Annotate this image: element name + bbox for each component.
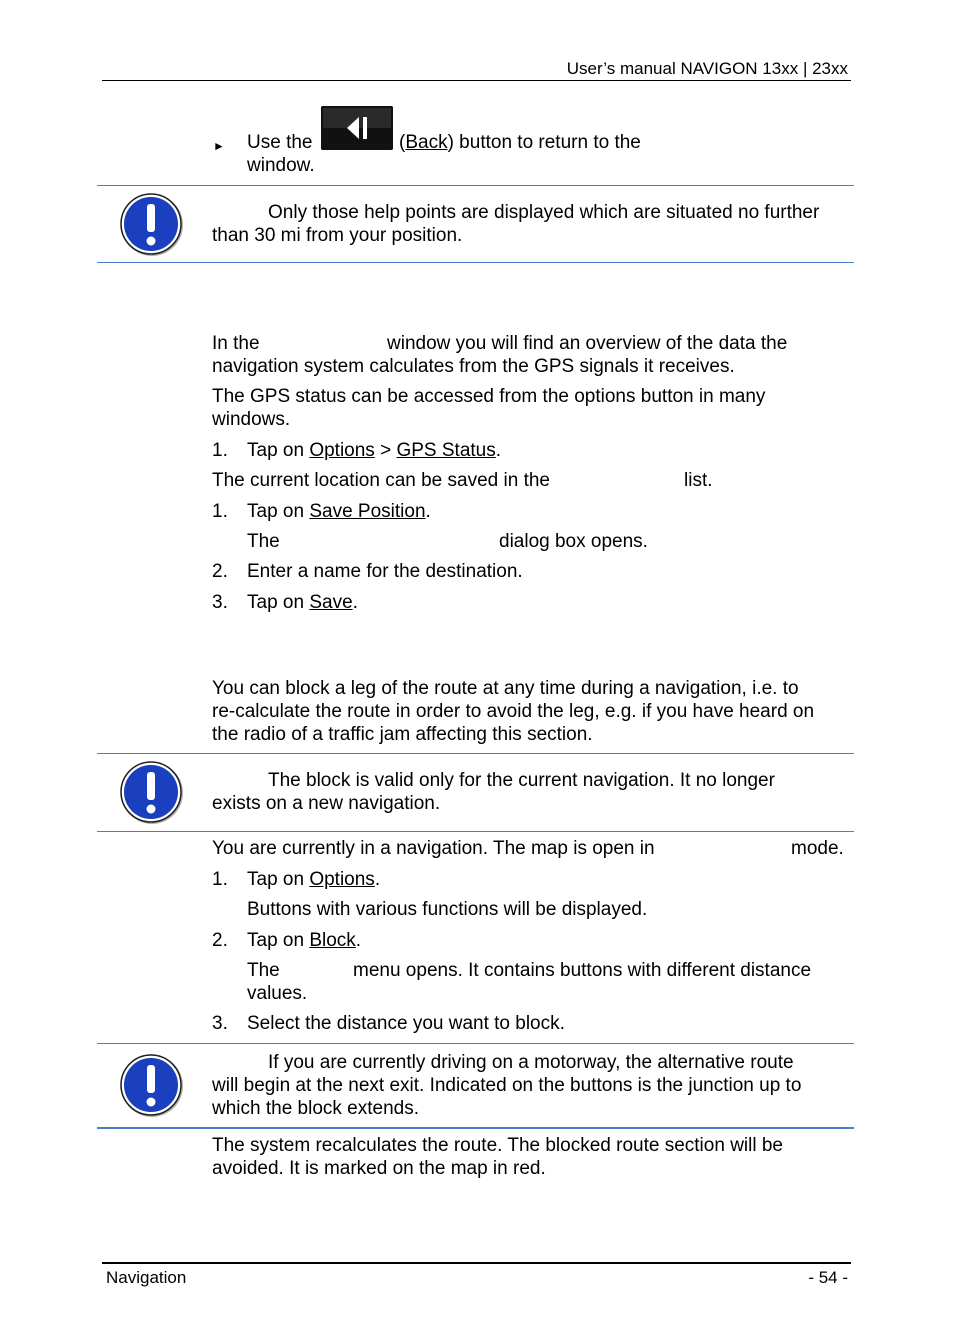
step-text: Tap on: [247, 930, 305, 951]
step-number: 3.: [212, 592, 228, 613]
step-text: Tap on: [247, 501, 305, 522]
block-note-line1: The block is valid only for the current navigation. It no longer: [268, 770, 775, 791]
back-step-post: ) button to return to the: [447, 132, 641, 153]
step-end: .: [374, 869, 381, 890]
step-number: 2.: [212, 930, 228, 951]
step-end: .: [352, 592, 358, 613]
exclamation-icon: [119, 760, 185, 826]
note2-bottom-rule: [97, 831, 854, 832]
save-intro-a: The current location can be saved in the: [212, 470, 550, 491]
block-condition-a: You are currently in a navigation. The map is open in: [212, 838, 655, 859]
note1-line1: Only those help points are displayed which are situated no further: [268, 202, 820, 223]
options-link[interactable]: Options: [309, 869, 375, 890]
step-text: Tap on: [247, 592, 305, 613]
save-step3: [247, 591, 358, 614]
step-end: .: [425, 501, 431, 522]
block-step2: [247, 929, 361, 952]
step-number: 1.: [212, 869, 228, 890]
gps-p1-a: In the: [212, 333, 260, 354]
step-end: .: [495, 440, 502, 461]
save-step1-result-a: The: [247, 531, 280, 552]
step-number: 3.: [212, 1013, 228, 1034]
menu-separator: >: [380, 440, 392, 461]
save-link[interactable]: Save: [309, 592, 353, 613]
save-step1: [247, 500, 431, 523]
motorway-note-line2: will begin at the next exit. Indicated on the buttons is the junction up to: [212, 1075, 802, 1096]
block-intro-line3: the radio of a traffic jam affecting this section.: [212, 724, 593, 745]
block-step2-result-b: menu opens. It contains buttons with different distance: [353, 960, 812, 981]
footer-section: Navigation: [106, 1268, 187, 1287]
step-number: 1.: [212, 501, 228, 522]
save-step2: Enter a name for the destination.: [247, 561, 523, 582]
block-step2-result-a: The: [247, 960, 280, 981]
block-result-line1: The system recalculates the route. The blocked route section will be: [212, 1135, 783, 1156]
note1-line2: than 30 mi from your position.: [212, 225, 463, 246]
options-link[interactable]: Options: [309, 440, 375, 461]
block-step2-result-line2: values.: [247, 983, 308, 1004]
block-link[interactable]: Block: [309, 930, 356, 951]
block-result-line2: avoided. It is marked on the map in red.: [212, 1158, 546, 1179]
header-title: User’s manual NAVIGON 13xx | 23xx: [566, 59, 848, 78]
footer-rule: [102, 1262, 851, 1264]
block-intro-line2: re-calculate the route in order to avoid the leg, e.g. if you have heard on: [212, 701, 815, 722]
block-note-line2: exists on a new navigation.: [212, 793, 441, 814]
back-step-pre: Use the: [247, 132, 313, 153]
block-step1-result: Buttons with various functions will be displayed.: [247, 899, 648, 920]
block-intro-line1: You can block a leg of the route at any time during a navigation, i.e. to: [212, 678, 799, 699]
gps-p1-line2: navigation system calculates from the GPS signals it receives.: [212, 356, 735, 377]
back-step-line2: window.: [247, 155, 315, 176]
gps-p2-line1: The GPS status can be accessed from the options button in many: [212, 386, 766, 407]
header-rule: [102, 80, 851, 81]
step-number: 1.: [212, 440, 228, 461]
gps-p1-b: window you will find an overview of the data the: [387, 333, 788, 354]
save-intro-b: list.: [684, 470, 713, 491]
page-number: - 54 -: [808, 1268, 848, 1287]
back-step-text: (Back) button to return to the: [399, 132, 641, 153]
exclamation-icon: [119, 1053, 185, 1119]
motorway-note-line3: which the block extends.: [212, 1098, 420, 1119]
note3-top-rule: [97, 1043, 854, 1044]
note3-bottom-rule: [97, 1127, 854, 1129]
gps-step1: [247, 439, 501, 462]
motorway-note-line1: If you are currently driving on a motorway, the alternative route: [268, 1052, 794, 1073]
bullet-arrow: ►: [213, 139, 225, 153]
block-step3: Select the distance you want to block.: [247, 1013, 565, 1034]
step-number: 2.: [212, 561, 228, 582]
note1-top-rule: [97, 185, 854, 186]
note2-top-rule: [97, 753, 854, 754]
note1-bottom-rule: [97, 262, 854, 263]
block-condition-b: mode.: [791, 838, 844, 859]
gps-p2-line2: windows.: [212, 409, 291, 430]
step-text: Tap on: [247, 869, 305, 890]
back-button-icon: [321, 106, 393, 150]
step-end: .: [355, 930, 362, 951]
exclamation-icon: [119, 192, 185, 258]
back-arrow-icon: [321, 106, 393, 150]
gps-status-link[interactable]: GPS Status: [396, 440, 496, 461]
save-position-link[interactable]: Save Position: [309, 501, 426, 522]
save-step1-result-b: dialog box opens.: [499, 531, 648, 552]
step-text: Tap on: [247, 440, 305, 461]
back-link[interactable]: Back: [405, 132, 448, 153]
block-step1: [247, 868, 380, 891]
